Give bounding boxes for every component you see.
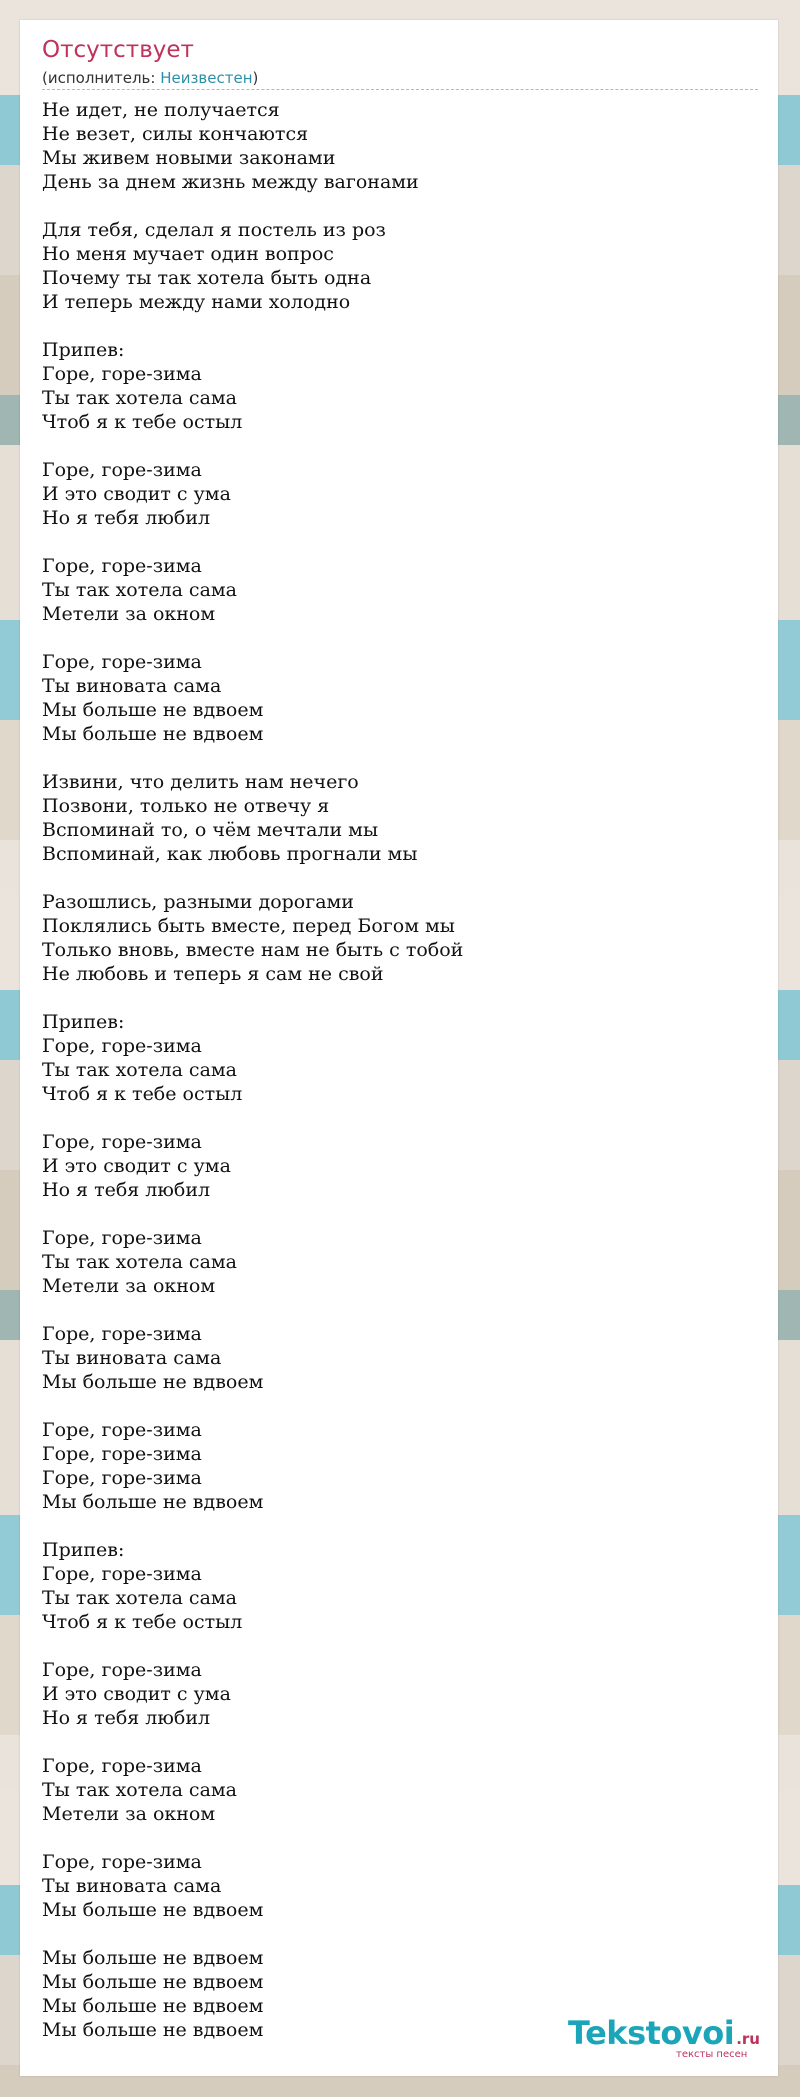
logo-tld: .ru [736, 2030, 760, 2048]
artist-line [42, 69, 258, 87]
artist-prefix: (исполнитель: [42, 69, 161, 87]
artist-suffix: ) [252, 69, 259, 87]
artist-link[interactable]: Неизвестен [160, 69, 253, 87]
site-logo[interactable] [568, 2014, 760, 2060]
logo-name: Tekstovoi [568, 2014, 735, 2052]
lyrics-card [20, 20, 778, 2076]
lyrics-text: Не идет, не получается Не везет, силы кончаются Мы живем новыми законами День за днем жизнь между вагонами Для тебя, сделал я постель из роз Но меня мучает один вопрос Почему ты так хотела быть одна И теперь между нами холодно Припев: Горе, горе-зима Ты так хотела сама Чтоб я к тебе остыл Горе, горе-зима И это сводит с ума Но я тебя любил Горе, горе-зима Ты так хотела сама Метели за окном Горе, горе-зима Ты виновата сама Мы больше не вдвоем Мы больше не вдвоем Извини, что делить нам нечего Позвони, только не отвечу я Вспоминай то, о чём мечтали мы Вспоминай, как любовь прогнали мы Разошлись, разными дорогами Поклялись быть вместе, перед Богом мы Только вновь, вместе нам не быть с тобой Не любовь и теперь я сам не свой Припев: Горе, горе-зима Ты так хотела сама Чтоб я к тебе остыл Горе, горе-зима И это сводит с ума Но я тебя любил Горе, горе-зима Ты так хотела сама Метели за окном Горе, горе-зима Ты виновата сама Мы больше не вдвоем Горе, горе-зима Горе, горе-зима Горе, горе-зима Мы больше не вдвоем Припев: Горе, горе-зима Ты так хотела сама Чтоб я к тебе остыл Горе, горе-зима И это сводит с ума Но я тебя любил Горе, горе-зима Ты так хотела сама Метели за окном Горе, горе-зима Ты виновата сама Мы больше не вдвоем Мы больше не вдвоем Мы больше не вдвоем Мы больше не вдвоем Мы больше не вдвоем [42, 99, 464, 2041]
logo-tagline: тексты песен [676, 2049, 748, 2060]
song-title: Отсутствует [42, 37, 194, 63]
title-divider [42, 89, 758, 90]
